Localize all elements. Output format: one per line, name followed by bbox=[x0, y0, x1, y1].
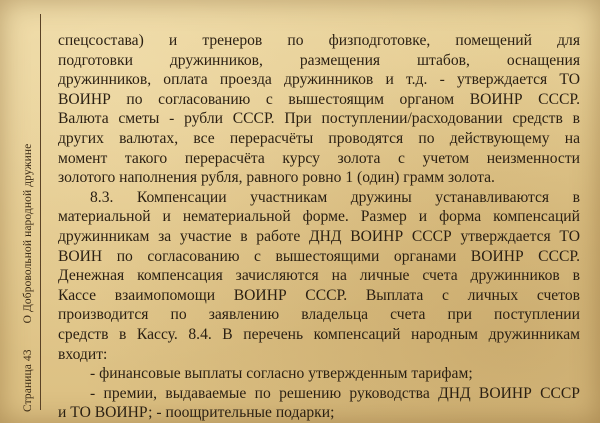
text-line: спецсостава) и тренеров по физподготовке, помещений для bbox=[58, 32, 580, 49]
text-line: входит: bbox=[58, 345, 108, 363]
margin-rule bbox=[40, 14, 41, 410]
text-line: ВОИН по согласованию с вышестоящими органами ВОИНР СССР. bbox=[58, 247, 580, 265]
running-header bbox=[22, 144, 34, 412]
text-line: материальной и нематериальной форме. Размер и форма компенсаций bbox=[58, 208, 580, 226]
text-line: Валюта сметы - рубли СССР. При поступлении/расходовании средств в bbox=[58, 110, 580, 128]
body-text bbox=[58, 31, 580, 423]
text-line: дружинников, оплата проезда дружинников и т.д. - утверждается ТО bbox=[58, 71, 580, 89]
text-line: подготовки дружинников, размещения штабов, оснащения bbox=[58, 51, 580, 69]
text-line: Денежная компенсация зачисляются на личные счета дружинников в bbox=[58, 267, 580, 285]
running-title: О Добровольной народной дружине bbox=[22, 143, 34, 324]
text-line: дружинникам за участие в работе ДНД ВОИНР СССР утверждается ТО bbox=[58, 227, 580, 245]
text-line: золотого наполнения рубля, равного ровно 1 (один) грамм золота. bbox=[58, 169, 495, 187]
list-item: - премии, выдаваемые по решению руководства ДНД ВОИНР СССР bbox=[90, 384, 580, 402]
text-line: момент такого перерасчёта курсу золота с учетом неизменности bbox=[58, 149, 580, 167]
text-line: средств в Кассу. 8.4. В перечень компенсаций народным дружинникам bbox=[58, 325, 580, 343]
page-number: Страница 43 bbox=[22, 349, 34, 412]
text-line: Кассе взаимопомощи ВОИНР СССР. Выплата с личных счетов bbox=[58, 286, 580, 304]
text-line: других валютах, все перерасчёты проводятся по действующему на bbox=[58, 129, 580, 147]
page-sidebar bbox=[6, 10, 34, 412]
text-line: ВОИНР по согласованию с вышестоящим органом ВОИНР СССР. bbox=[58, 90, 580, 108]
list-item: и ТО ВОИНР; - поощрительные подарки; bbox=[58, 404, 335, 422]
text-line: 8.3. Компенсации участникам дружины устанавливаются в bbox=[90, 188, 580, 206]
text-line: производится по заявлению владельца счета при поступлении bbox=[58, 306, 580, 324]
list-item: - финансовые выплаты согласно утвержденным тарифам; bbox=[90, 365, 473, 383]
